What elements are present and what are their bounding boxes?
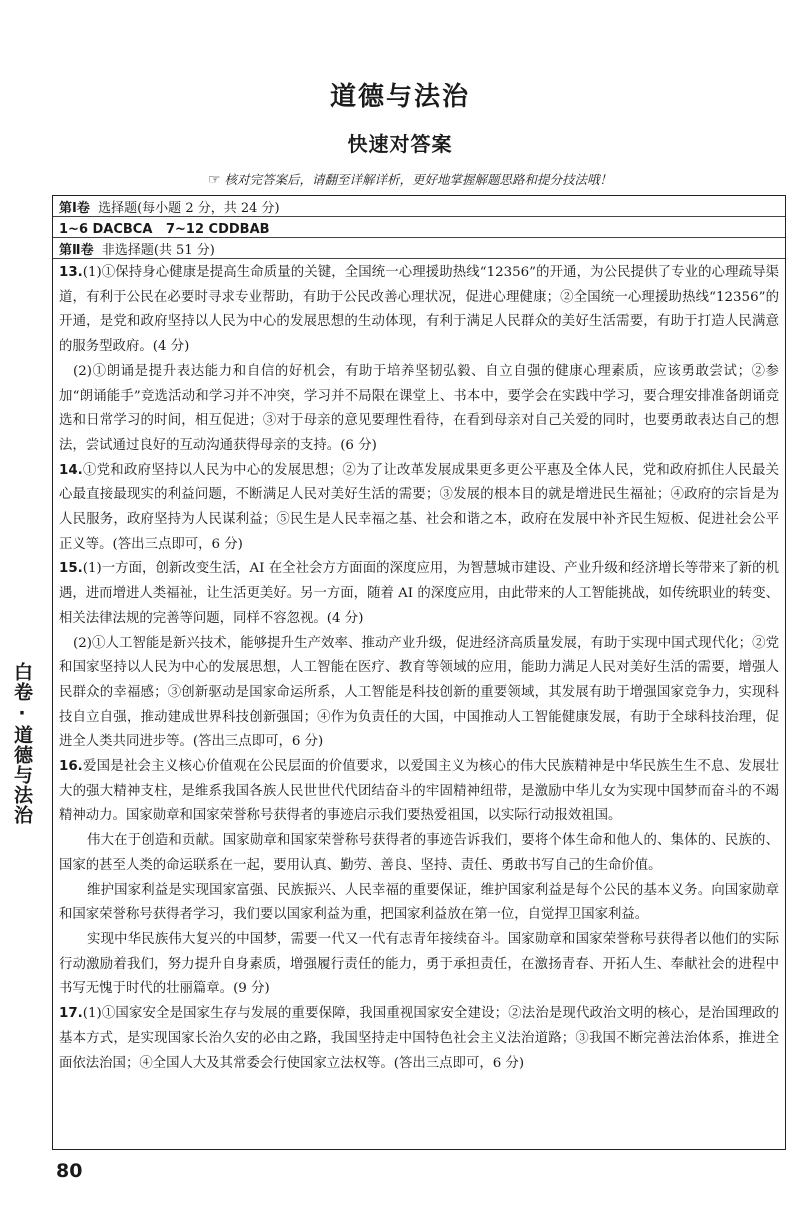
page-title: 道德与法治	[329, 82, 470, 112]
part1-header-text: 选择题(每小题 2 分，共 24 分)	[98, 201, 280, 216]
hint-text: 核对完答案后，请翻至详解详析，更好地掌握解题思路和提分技法哦！	[224, 172, 613, 187]
part1-answers-row	[53, 217, 785, 238]
question-15-text1: (1)一方面，创新改变生活，AI 在全社会方方面面的深度应用，为智慧城市建设、产业升级和经济增长等带来了新的机遇，进而增进人类福祉，让生活更美好。另一方面，随着 AI 的深度应用，由此带来的人工智能挑战，如传统职业的转变、相关法律法规的完善等问题，同样不容忽视。(4 分)	[59, 561, 779, 626]
part1-answers: 1~6 DACBCA 7~12 CDDBAB	[59, 222, 270, 237]
question-14-number: 14.	[59, 462, 83, 478]
question-14	[59, 459, 779, 558]
page-subtitle: 快速对答案	[347, 132, 453, 156]
question-13-part2: (2)①朗诵是提升表达能力和自信的好机会，有助于培养坚韧弘毅、自立自强的健康心理素质，应该勇敢尝试；②参加“朗诵能手”竞选活动和学习并不冲突，学习并不局限在课堂上、书本中，要学会在实践中学习，要合理安排准备朗诵竞选和日常学习的时间，相互促进；③对于母亲的意见要理性看待，在看到母亲对自己关爱的同时，也要勇敢表达自己的想法，尝试通过良好的互动沟通获得母亲的支持。(6 分)	[59, 363, 779, 453]
question-17-number: 17.	[59, 1006, 83, 1022]
question-15-number: 15.	[59, 561, 83, 577]
question-15-part2: (2)①人工智能是新兴技术，能够提升生产效率、推动产业升级，促进经济高质量发展，有助于实现中国式现代化；②党和国家坚持以人民为中心的发展思想，人工智能在医疗、教育等领域的应用，能助力满足人民对美好生活的需要，增强人民群众的幸福感；③创新驱动是国家命运所系，人工智能是科技创新的重要领域，其发展有助于增强国家竞争力，实现科技自立自强，推动建成世界科技创新强国；④作为负责任的大国，中国推动人工智能健康发展，有助于全球科技治理，促进全人类共同进步等。(答出三点即可，6 分)	[59, 635, 779, 750]
question-13-part1	[59, 261, 779, 360]
question-16-number: 16.	[59, 759, 83, 775]
part2-header-text: 非选择题(共 51 分)	[101, 243, 215, 258]
page-number: 80	[56, 1160, 83, 1182]
question-16-para4: 实现中华民族伟大复兴的中国梦，需要一代又一代有志青年接续奋斗。国家勋章和国家荣誉称号获得者以他们的实际行动激励着我们，努力提升自身素质，增强履行责任的能力，勇于承担责任，在激扬青春、开拓人生、奉献社会的进程中书写无愧于时代的壮丽篇章。(9 分)	[59, 931, 779, 997]
question-17-text: (1)①国家安全是国家生存与发展的重要保障，我国重视国家安全建设；②法治是现代政治文明的核心，是治国理政的基本方式，是实现国家长治久安的必由之路，我国坚持走中国特色社会主义法治道路；③我国不断完善法治体系，推进全面依法治国；④全国人大及其常委会行使国家立法权等。(答出三点即可，6 分)	[59, 1006, 779, 1071]
question-13-number: 13.	[59, 265, 83, 280]
question-16-para1	[59, 755, 779, 829]
part1-header	[53, 196, 785, 217]
question-16-para3: 维护国家利益是实现国家富强、民族振兴、人民幸福的重要保证，维护国家利益是每个公民的基本义务。向国家勋章和国家荣誉称号获得者学习，我们要以国家利益为重，把国家利益放在第一位，自觉捍卫国家利益。	[59, 882, 779, 923]
hand-pointer-icon: ☞	[207, 172, 221, 188]
question-16-para2: 伟大在于创造和贡献。国家勋章和国家荣誉称号获得者的事迹告诉我们，要将个体生命和他人的、集体的、民族的、国家的甚至人类的命运联系在一起，要用认真、勤劳、善良、坚持、责任、勇敢书写自己的生命价值。	[59, 833, 779, 873]
answer-body	[53, 259, 785, 1076]
question-15-part1	[59, 557, 779, 631]
answer-box	[52, 195, 786, 1150]
question-14-text: ①党和政府坚持以人民为中心的发展思想；②为了让改革发展成果更多更公平惠及全体人民，党和政府抓住人民最关心最直接最现实的利益问题，不断满足人民对美好生活的需要；③发展的根本目的就是增进民生福祉；④政府的宗旨是为人民服务，政府坚持为人民谋利益；⑤民生是人民幸福之基、社会和谐之本，政府在发展中补齐民生短板、促进社会公平正义等。(答出三点即可，6 分)	[59, 462, 779, 552]
question-17	[59, 1002, 779, 1076]
question-16-text1: 爱国是社会主义核心价值观在公民层面的价值要求，以爱国主义为核心的伟大民族精神是中华民族生生不息、发展壮大的强大精神支柱，是维系我国各族人民世世代代团结奋斗的牢固精神纽带，是激励中华儿女为实现中国梦而奋斗的不竭精神动力。国家勋章和国家荣誉称号获得者的事迹启示我们要热爱祖国，以实际行动报效祖国。	[59, 759, 779, 824]
side-label: 白卷·道德与法治	[11, 662, 33, 825]
part1-header-bold: 第Ⅰ卷	[59, 201, 90, 216]
hint-line	[150, 170, 670, 188]
part2-header	[53, 238, 785, 259]
part2-header-bold: 第Ⅱ卷	[59, 243, 94, 258]
question-13-text1: (1)①保持身心健康是提高生命质量的关键，全国统一心理援助热线“12356”的开通，为公民提供了专业的心理疏导渠道，有利于公民在必要时寻求专业帮助，有助于公民改善心理状况，促进心理健康；②全国统一心理援助热线“12356”的开通，是党和政府坚持以人民为中心的发展思想的生动体现，有利于满足人民群众的美好生活需要，有助于打造人民满意的服务型政府。(4 分)	[59, 265, 779, 355]
